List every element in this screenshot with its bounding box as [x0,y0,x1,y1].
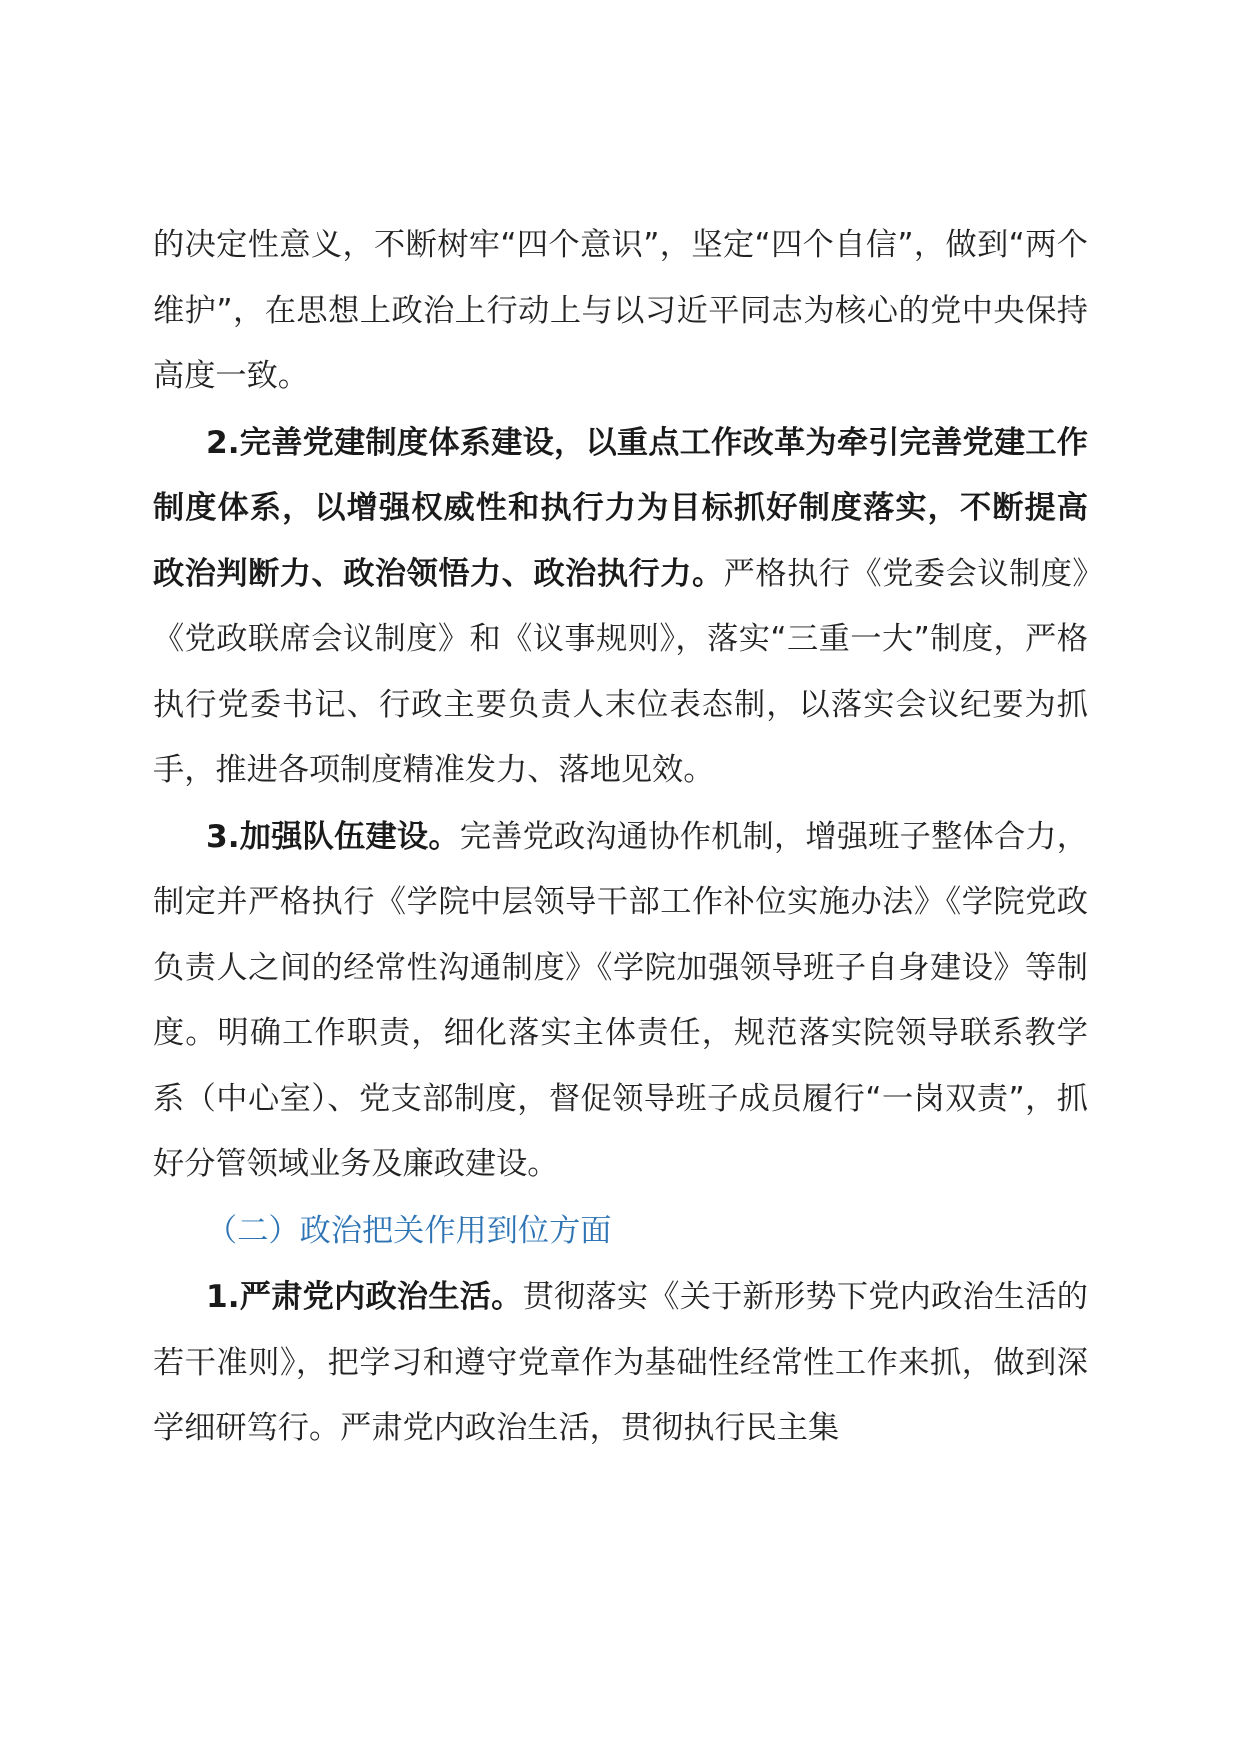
paragraph-lead: 3.加强队伍建设。 [206,818,460,855]
paragraph-item-1 [153,1265,1088,1462]
document-body [153,213,1088,1463]
paragraph-lead: 2.完善党建制度体系建设，以重点工作改革为牵引完善党建工作制度体系，以增强权威性和执行力为目标抓好制度落实，不断提高政治判断力、政治领悟力、政治执行力。 [153,424,1088,592]
section-heading: （二）政治把关作用到位方面 [206,1212,612,1249]
paragraph-text: 贯彻落实《关于新形势下党内政治生活的若干准则》，把学习和遵守党章作为基础性经常性工作来抓，做到深学细研笃行。严肃党内政治生活，贯彻执行民主集 [153,1279,1088,1446]
paragraph-text: 的决定性意义，不断树牢“四个意识”，坚定“四个自信”，做到“两个维护”，在思想上政治上行动上与以习近平同志为核心的党中央保持高度一致。 [153,227,1088,394]
paragraph-text: 完善党政沟通协作机制，增强班子整体合力，制定并严格执行《学院中层领导干部工作补位实施办法》《学院党政负责人之间的经常性沟通制度》《学院加强领导班子自身建设》等制度。明确工作职责，细化落实主体责任，规范落实院领导联系教学系（中心室）、党支部制度，督促领导班子成员履行“一岗双责”，抓好分管领域业务及廉政建设。 [153,818,1088,1182]
paragraph-item-2 [153,411,1088,804]
paragraph-item-3 [153,805,1088,1198]
paragraph-text: 严格执行《党委会议制度》《党政联席会议制度》和《议事规则》，落实“三重一大”制度，严格执行党委书记、行政主要负责人末位表态制，以落实会议纪要为抓手，推进各项制度精准发力、落地见效。 [153,555,1088,788]
paragraph-lead: 1.严肃党内政治生活。 [206,1279,523,1315]
paragraph-continuation [153,213,1088,410]
